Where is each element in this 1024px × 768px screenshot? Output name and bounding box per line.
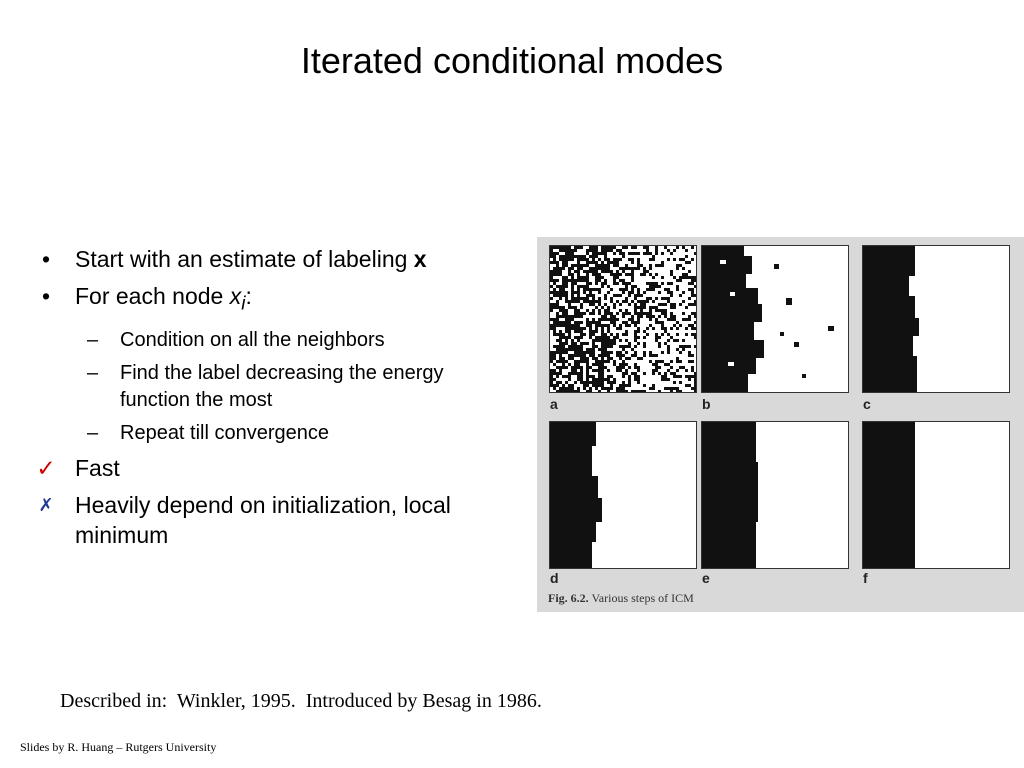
bullet-bold-x: x <box>413 246 427 272</box>
panel-label-b: b <box>702 396 711 412</box>
bullet-list <box>36 244 506 557</box>
panel-label-e: e <box>702 570 710 586</box>
bullet-text: Start with an estimate of labeling <box>75 246 414 272</box>
partial-segmentation-image <box>702 246 848 392</box>
bullet-suffix: : <box>245 283 252 309</box>
segmentation-image-d <box>550 422 696 568</box>
panel-label-a: a <box>550 396 558 412</box>
sub-bullet-find-label <box>36 360 506 414</box>
figure-caption <box>548 591 694 606</box>
bullet-text: Heavily depend on initialization, local minimum <box>75 491 451 548</box>
sub-bullet-condition <box>36 327 506 354</box>
slide-title: Iterated conditional modes <box>300 40 724 81</box>
figure-panel-c <box>862 245 1010 393</box>
bullet-marker: • <box>41 246 51 272</box>
bullet-start-estimate <box>36 244 506 274</box>
cross-icon: ✗ <box>38 494 54 515</box>
bullet-initialization <box>36 490 506 550</box>
sub-bullet-marker: – <box>87 361 99 384</box>
figure-panel-b <box>701 245 849 393</box>
bullet-var-x: x <box>229 283 242 309</box>
figure-panel-a <box>549 245 697 393</box>
figure-caption-number: Fig. 6.2. <box>548 591 589 605</box>
bullet-marker: • <box>41 283 51 309</box>
bullet-text: Fast <box>75 454 120 481</box>
bullet-fast <box>36 453 506 483</box>
check-icon: ✓ <box>36 454 56 481</box>
panel-label-c: c <box>863 396 871 412</box>
noise-image <box>550 246 696 392</box>
segmentation-image-e <box>702 422 848 568</box>
bullet-text: For each node <box>75 283 230 309</box>
sub-bullet-text: Repeat till convergence <box>120 421 330 444</box>
sub-bullet-marker: – <box>87 328 99 351</box>
figure-panel-d <box>549 421 697 569</box>
figure-panel-f <box>862 421 1010 569</box>
sub-bullet-text: Find the label decreasing the energy function the most <box>120 361 444 411</box>
reference-text: Described in: Winkler, 1995. Introduced by Besag in 1986. <box>60 690 542 712</box>
sub-bullet-repeat <box>36 420 506 447</box>
bullet-var-subscript: i <box>241 293 246 315</box>
figure-caption-text: Various steps of ICM <box>588 591 694 605</box>
bullet-for-each-node <box>36 281 506 320</box>
figure-panel-e <box>701 421 849 569</box>
panel-label-d: d <box>550 570 559 586</box>
segmentation-image-c <box>863 246 1009 392</box>
segmentation-image-f <box>863 422 1009 568</box>
sub-bullet-text: Condition on all the neighbors <box>120 328 385 351</box>
icm-figure <box>537 237 1024 612</box>
slide-footer: Slides by R. Huang – Rutgers University <box>20 740 217 754</box>
panel-label-f: f <box>863 570 868 586</box>
sub-bullet-marker: – <box>87 421 99 444</box>
